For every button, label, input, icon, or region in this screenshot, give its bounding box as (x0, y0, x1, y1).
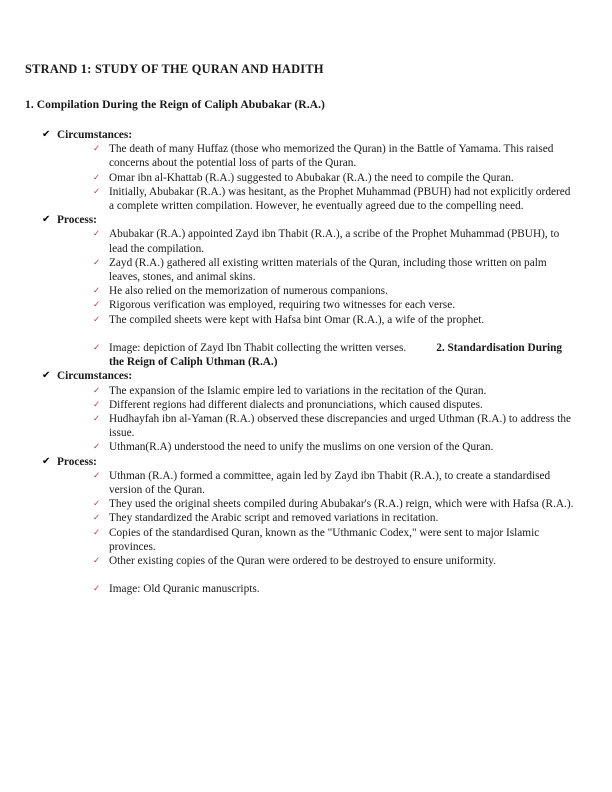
list-item-text: He also relied on the memorization of numerous companions. (109, 285, 388, 298)
outline-group-process-2 (25, 455, 578, 597)
list-item (93, 526, 578, 554)
check-icon-level2: ✓ (93, 286, 101, 297)
list-item-text: Hudhayfah ibn al-Yaman (R.A.) observed these discrepancies and urged Uthman (R.A.) to address the issue. (109, 413, 572, 440)
list-item-text: They standardized the Arabic script and removed variations in recitation. (109, 512, 439, 525)
check-icon-level2: ✓ (93, 314, 101, 325)
sub-list-circumstances-2 (57, 384, 578, 455)
group-label-circumstances-1 (42, 128, 578, 142)
list-item-text: Uthman (R.A.) formed a committee, again led by Zayd ibn Thabit (R.A.), to create a standardised version of the Quran. (109, 469, 551, 497)
list-item-text: Uthman(R.A) understood the need to unify the muslims on one version of the Quran. (109, 441, 494, 454)
check-icon-level2: ✓ (93, 499, 101, 510)
group-label-text: Process: (57, 455, 97, 468)
list-item-text: Omar ibn al-Khattab (R.A.) suggested to Abubakar (R.A.) the need to compile the Quran. (109, 171, 514, 184)
check-icon-level2: ✓ (93, 343, 101, 354)
check-icon-level2: ✓ (93, 470, 101, 481)
list-item (93, 384, 578, 398)
list-item-image-caption (93, 341, 578, 369)
check-icon-level1: ✔ (42, 455, 51, 467)
check-icon-level2: ✓ (93, 399, 101, 410)
image-caption-text: Image: depiction of Zayd Ibn Thabit collecting the written verses. (109, 342, 407, 355)
check-icon-level2: ✓ (93, 144, 101, 155)
sub-list-process-1 (57, 227, 578, 369)
outline-group-process-1 (25, 213, 578, 369)
list-item (93, 313, 578, 327)
list-item (93, 469, 578, 497)
group-label-text: Process: (57, 214, 97, 227)
check-icon-level2: ✓ (93, 442, 101, 453)
list-item-text: The expansion of the Islamic empire led to variations in the recitation of the Quran. (109, 384, 487, 397)
check-icon-level1: ✔ (42, 214, 51, 226)
check-icon-level1: ✔ (42, 370, 51, 382)
group-label-text: Circumstances: (57, 129, 133, 141)
list-item (93, 298, 578, 312)
list-item (93, 284, 578, 298)
list-item (93, 440, 578, 454)
list-item-image-caption-final (93, 582, 578, 596)
inline-section-number: 2. (436, 342, 445, 355)
check-icon-level2: ✓ (93, 414, 101, 425)
list-item-text: They used the original sheets compiled during Abubakar's (R.A.) reign, which were with Hafsa (R.A.). (109, 498, 574, 511)
list-item (93, 256, 578, 284)
list-item (93, 412, 578, 440)
check-icon-level2: ✓ (93, 527, 101, 538)
list-item-text: Rigorous verification was employed, requiring two witnesses for each verse. (109, 299, 456, 312)
group-label-circumstances-2 (42, 369, 578, 383)
list-item-text: Initially, Abubakar (R.A.) was hesitant, as the Prophet Muhammad (PBUH) had not explicitly ordered a complete written compilation. However, he eventually agreed due to the compelling need. (109, 185, 571, 213)
list-item-text: The compiled sheets were kept with Hafsa bint Omar (R.A.), a wife of the prophet. (109, 313, 485, 326)
list-item (93, 554, 578, 568)
sub-list-circumstances-1 (57, 142, 578, 213)
outline-group-circumstances-2 (25, 369, 578, 454)
list-item-text: Other existing copies of the Quran were ordered to be destroyed to ensure uniformity. (109, 555, 497, 568)
check-icon-level2: ✓ (93, 186, 101, 197)
section-heading-compilation: 1. Compilation During the Reign of Caliph Abubakar (R.A.) (25, 98, 325, 111)
list-item (93, 497, 578, 511)
check-icon-level2: ✓ (93, 229, 101, 240)
sub-list-process-2 (57, 469, 578, 597)
group-label-text: Circumstances: (57, 370, 133, 383)
list-item-text: Different regions had different dialects and pronunciations, which caused disputes. (109, 398, 483, 411)
image-caption-text: Image: Old Quranic manuscripts. (109, 583, 260, 596)
check-icon-level2: ✓ (93, 385, 101, 396)
check-icon-level2: ✓ (93, 513, 101, 524)
outline-list-section-1 (25, 128, 578, 597)
section-heading-standardisation: Standardisation During the Reign of Caliph Uthman (R.A.) (109, 342, 563, 369)
list-item-text: The death of many Huffaz (those who memorized the Quran) in the Battle of Yamama. This raised concerns about the potential loss of parts of the Quran. (109, 143, 554, 170)
check-icon-level2: ✓ (93, 257, 101, 268)
document-title: STRAND 1: STUDY OF THE QURAN AND HADITH (25, 62, 324, 76)
list-item (93, 511, 578, 525)
group-label-process-1 (42, 213, 578, 227)
list-item (93, 171, 578, 185)
check-icon-level2: ✓ (93, 556, 101, 567)
list-item (93, 142, 578, 170)
group-label-process-2 (42, 455, 578, 469)
check-icon-level2: ✓ (93, 300, 101, 311)
outline-group-circumstances-1 (25, 128, 578, 213)
list-item (93, 398, 578, 412)
check-icon-level2: ✓ (93, 172, 101, 183)
list-item-text: Copies of the standardised Quran, known as the "Uthmanic Codex," were sent to major Islamic provinces. (109, 526, 540, 553)
check-icon-level2: ✓ (93, 584, 101, 595)
check-icon-level1: ✔ (42, 129, 51, 140)
list-item-text: Abubakar (R.A.) appointed Zayd ibn Thabit (R.A.), a scribe of the Prophet Muhammad (PBUH), to lead the compilation. (109, 228, 560, 255)
list-item-text: Zayd (R.A.) gathered all existing written materials of the Quran, including those written on palm leaves, stones, and animal skins. (109, 256, 547, 284)
list-item (93, 227, 578, 255)
list-item (93, 185, 578, 213)
